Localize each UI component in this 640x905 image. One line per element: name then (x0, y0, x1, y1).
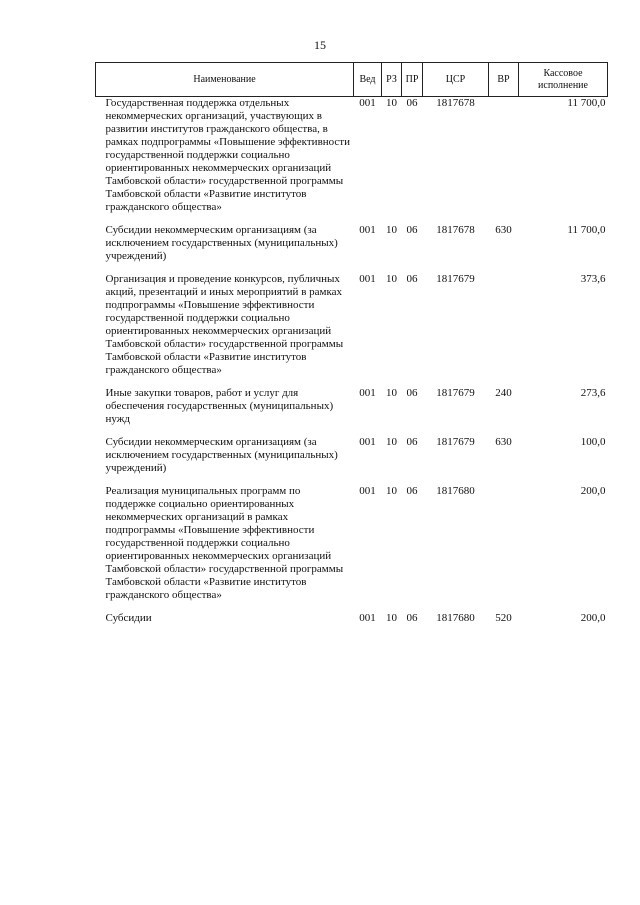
row-vr (489, 485, 519, 612)
row-sum: 273,6 (580, 387, 606, 399)
row-csr: 1817679 (436, 387, 475, 399)
row-csr: 1817680 (436, 485, 475, 497)
row-ved: 001 (359, 97, 376, 109)
row-name: Субсидии некоммерческим организациям (за исключением государственных (муниципальных) учреждений) (105, 436, 338, 474)
row-name: Субсидии (105, 612, 152, 624)
table-row (96, 387, 608, 436)
row-rz: 10 (386, 97, 397, 109)
row-rz: 10 (386, 224, 397, 236)
row-sum: 200,0 (580, 612, 606, 624)
table-header (96, 63, 608, 97)
row-name: Государственная поддержка отдельных некоммерческих организаций, участвующих в развитии институтов гражданского общества, в рамках подпрограммы «Повышение эффективности государственной поддержки социально ориентированных некоммерческих организаций Тамбовской области» государственной программы Тамбовской области «Развитие институтов гражданского общества» (105, 97, 351, 213)
row-csr: 1817680 (436, 612, 475, 624)
page-number: 15 (314, 38, 326, 52)
row-pr: 06 (406, 436, 418, 448)
row-ved: 001 (359, 612, 376, 624)
budget-execution-table (95, 62, 608, 635)
row-vr (489, 97, 519, 225)
row-pr: 06 (406, 387, 418, 399)
header-sum: Кассовое исполнение (519, 63, 608, 97)
row-sum: 11 700,0 (567, 97, 606, 109)
table-row (96, 273, 608, 387)
header-row (96, 63, 608, 97)
header-vr: ВР (489, 63, 519, 97)
row-rz: 10 (386, 436, 397, 448)
row-vr: 630 (495, 224, 512, 236)
row-csr: 1817678 (436, 97, 475, 109)
row-vr (489, 273, 519, 387)
row-pr: 06 (406, 612, 418, 624)
header-name: Наименование (96, 63, 354, 97)
header-csr: ЦСР (423, 63, 489, 97)
row-ved: 001 (359, 273, 376, 285)
row-sum: 200,0 (580, 485, 606, 497)
row-pr: 06 (406, 97, 418, 109)
row-sum: 11 700,0 (567, 224, 606, 236)
row-rz: 10 (386, 273, 397, 285)
header-ved: Вед (354, 63, 382, 97)
header-pr: ПР (402, 63, 423, 97)
row-rz: 10 (386, 612, 397, 624)
table-row (96, 224, 608, 273)
table-row (96, 436, 608, 485)
row-vr: 520 (495, 612, 512, 624)
table-row (96, 485, 608, 612)
header-rz: РЗ (382, 63, 402, 97)
row-ved: 001 (359, 224, 376, 236)
row-pr: 06 (406, 485, 418, 497)
row-csr: 1817679 (436, 436, 475, 448)
row-ved: 001 (359, 436, 376, 448)
row-name: Иные закупки товаров, работ и услуг для обеспечения государственных (муниципальных) нужд (105, 387, 334, 425)
row-pr: 06 (406, 224, 418, 236)
row-ved: 001 (359, 387, 376, 399)
table-body (96, 97, 608, 636)
row-sum: 100,0 (580, 436, 606, 448)
table-row (96, 612, 608, 635)
row-vr: 240 (495, 387, 512, 399)
row-name: Реализация муниципальных программ по поддержке социально ориентированных некоммерческих организаций в рамках подпрограммы «Повышение эффективности государственной поддержки социально ориентированных некоммерческих организаций Тамбовской области» государственной программы Тамбовской области «Развитие институтов гражданского общества» (105, 485, 344, 601)
row-sum: 373,6 (580, 273, 606, 285)
row-name: Субсидии некоммерческим организациям (за исключением государственных (муниципальных) учреждений) (105, 224, 338, 262)
row-ved: 001 (359, 485, 376, 497)
row-rz: 10 (386, 387, 397, 399)
row-vr: 630 (495, 436, 512, 448)
row-pr: 06 (406, 273, 418, 285)
row-csr: 1817678 (436, 224, 475, 236)
row-csr: 1817679 (436, 273, 475, 285)
row-name: Организация и проведение конкурсов, публичных акций, презентаций и иных мероприятий в рамках подпрограммы «Повышение эффективности государственной поддержки социально ориентированных некоммерческих организаций Тамбовской области» государственной программы Тамбовской области «Развитие институтов гражданского общества» (105, 273, 344, 376)
row-rz: 10 (386, 485, 397, 497)
table-row (96, 97, 608, 225)
